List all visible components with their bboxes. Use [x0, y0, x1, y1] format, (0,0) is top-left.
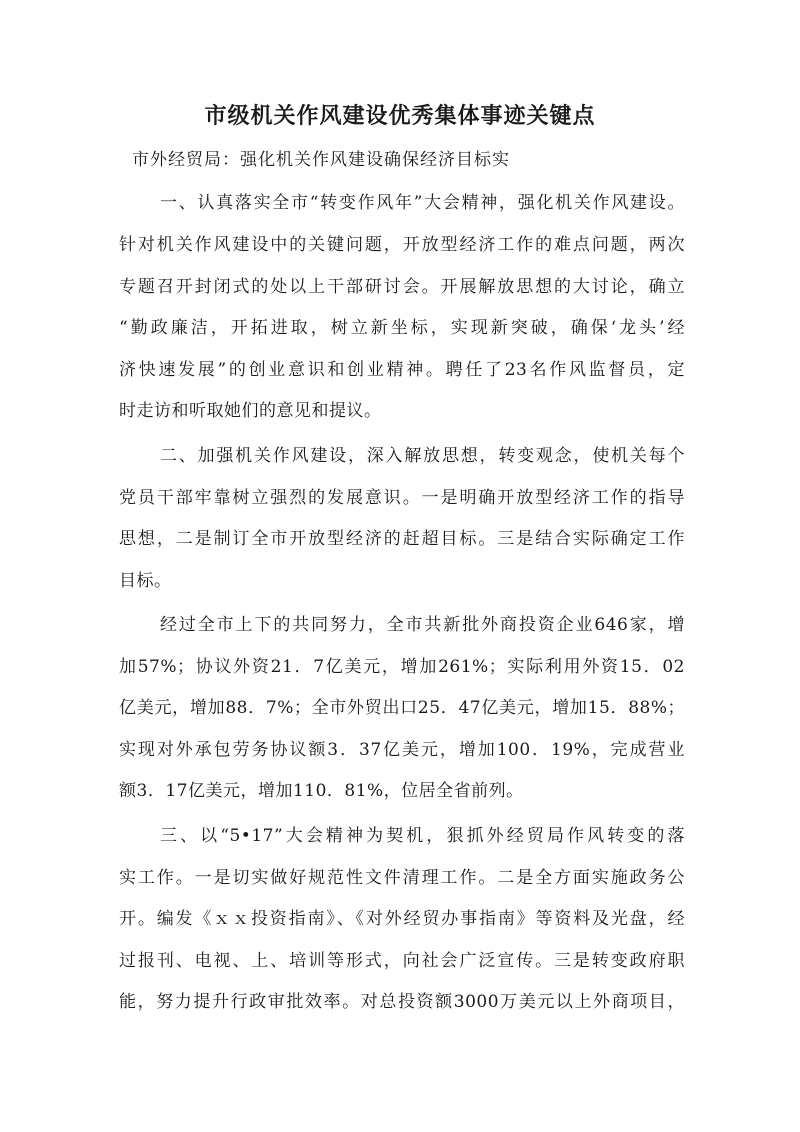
paragraph-1-line-1: 一、认真落实全市“转变作风年”大会精神，强化机关作风建设。 [160, 193, 685, 213]
document-title: 市级机关作风建设优秀集体事迹关键点 [204, 103, 596, 129]
paragraph-1-line-2: 针对机关作风建设中的关键问题，开放型经济工作的难点问题，两次 [119, 235, 685, 255]
paragraph-3-line-3: 亿美元，增加88．7%；全市外贸出口25．47亿美元，增加15．88%； [119, 698, 685, 718]
paragraph-4-line-1: 三、以“5•17”大会精神为契机，狠抓外经贸局作风转变的落 [160, 826, 685, 846]
paragraph-3-line-2: 加57%；协议外资21．7亿美元，增加261%；实际利用外资15．02 [119, 657, 685, 677]
paragraph-2-line-2: 党员干部牢靠树立强烈的发展意识。一是明确开放型经济工作的指导 [119, 488, 685, 508]
paragraph-3-line-5: 额3．17亿美元，增加110．81%，位居全省前列。 [119, 781, 524, 801]
paragraph-4-line-2: 实工作。一是切实做好规范性文件清理工作。二是全方面实施政务公 [119, 868, 685, 888]
paragraph-2-line-4: 目标。 [119, 571, 172, 591]
paragraph-1-line-4: “勤政廉洁，开拓进取，树立新坐标，实现新突破，确保‘龙头’经 [119, 318, 685, 338]
paragraph-1-line-6: 时走访和听取她们的意见和提议。 [119, 401, 382, 421]
paragraph-2-line-1: 二、加强机关作风建设，深入解放思想，转变观念，使机关每个 [160, 446, 685, 466]
paragraph-1-line-5: 济快速发展”的创业意识和创业精神。聘任了23名作风监督员，定 [119, 360, 685, 380]
document-subtitle: 市外经贸局：强化机关作风建设确保经济目标实 [132, 150, 510, 170]
paragraph-4-line-3: 开。编发《ｘｘ投资指南》、《对外经贸办事指南》等资料及光盘，经 [119, 909, 685, 929]
paragraph-2-line-3: 思想，二是制订全市开放型经济的赶超目标。三是结合实际确定工作 [119, 529, 685, 549]
paragraph-3-line-1: 经过全市上下的共同努力，全市共新批外商投资企业646家，增 [160, 615, 685, 635]
paragraph-1-line-3: 专题召开封闭式的处以上干部研讨会。开展解放思想的大讨论，确立 [119, 277, 685, 297]
paragraph-3-line-4: 实现对外承包劳务协议额3．37亿美元，增加100．19%，完成营业 [119, 740, 685, 760]
paragraph-4-line-4: 过报刊、电视、上、培训等形式，向社会广泛宣传。三是转变政府职 [119, 951, 685, 971]
paragraph-4-line-5: 能，努力提升行政审批效率。对总投资额3000万美元以上外商项目， [119, 992, 685, 1012]
